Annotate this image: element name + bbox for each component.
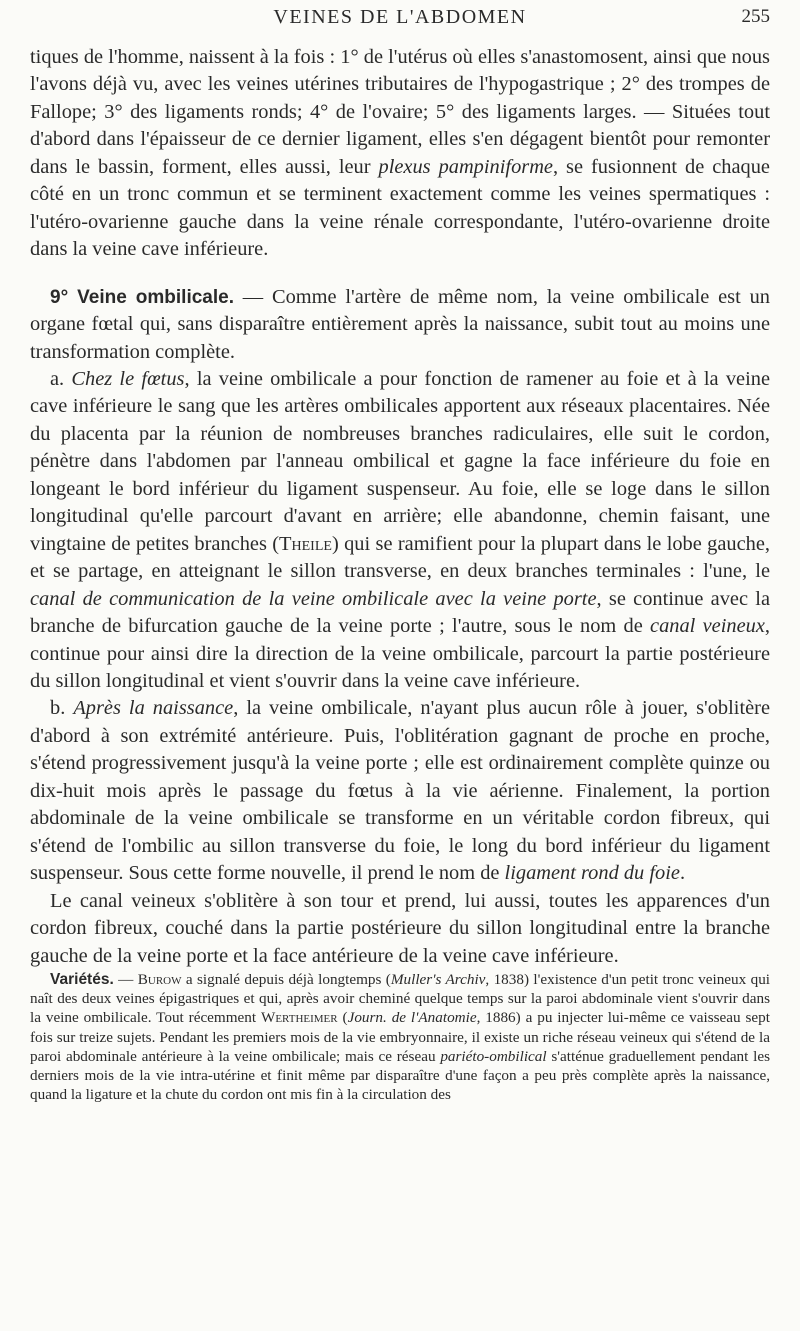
paragraph-canal-veineux (30, 888, 770, 970)
text-run: s'atténue graduellement pendant les derniers mois de la vie intra-utérine et finit même par disparaître d'une façon a peu près complète après la naissance, quand la ligature et la chute du cordon ont mis fin à la circulation des (30, 1047, 771, 1104)
author-name: Burow (137, 970, 182, 988)
running-title: VEINES DE L'ABDOMEN (273, 6, 527, 28)
text-run: tiques de l'homme, naissent à la fois : 1° de l'utérus où elles s'anastomosent, ainsi que nous l'avons déjà vu, avec les veines utérines tributaires de l'hypogastrique ; 2° des trompes de Fallope; 3° des ligaments ronds; 4° de l'ovaire; 5° des ligaments larges. — Situées tout d'abord dans l'épaisseur de ce dernier ligament, elles s'en dégagent bientôt pour remonter dans le bassin, forment, elles aussi, leur (30, 46, 770, 178)
page-number: 255 (741, 6, 770, 27)
text-run: , se continue avec la branche de bifurcation gauche de la veine porte ; l'autre, sous le nom de (30, 587, 770, 638)
italic-term: plexus pampiniforme (378, 155, 553, 178)
text-run: — Comme l'artère de même nom, la veine ombilicale est un organe fœtal qui, sans disparaître entièrement après la naissance, subit tout au moins une transformation complète. (30, 285, 770, 363)
text-run: b. (50, 697, 74, 720)
italic-term: Après la naissance (73, 697, 234, 720)
note-varietes (30, 970, 770, 1104)
paragraph-utero-ovarian-veins (30, 44, 770, 264)
text-run: , 1838) l'existence d'un petit tronc veineux qui naît des deux veines épigastriques et qui, après avoir cheminé quelque temps sur la paroi abdominale vient s'ouvrir dans la veine ombilicale. Tout récemment (30, 970, 771, 1027)
author-name: Theile (279, 532, 332, 555)
text-run: ) qui se ramifient pour la plupart dans le lobe gauche, et se partage, en atteignant le sillon transverse, en deux branches terminales : l'une, le (30, 532, 770, 583)
text-run: , se fusionnent de chaque côté en un tronc commun et se terminent exactement comme les veines spermatiques : l'utéro-ovarienne gauche dans la veine rénale correspondante, l'utéro-ovarienne droite dans la veine cave inférieure. (30, 155, 770, 261)
section-title: 9° Veine ombilicale. (50, 286, 234, 308)
italic-term: ligament rond du foie (504, 862, 680, 885)
text-run: , 1886) a pu injecter lui-même ce vaisseau sept fois sur treize sujets. Pendant les premiers mois de la vie embryonnaire, il existe un riche réseau veineux qui s'étend de la paroi abdominale antérieure à la veine ombilicale; mais ce réseau (30, 1009, 770, 1065)
note-title: Variétés. (50, 970, 114, 988)
page-header (0, 4, 800, 34)
text-run: . (679, 862, 686, 885)
text-run: — (113, 970, 138, 988)
journal-title: Journ. de l'Anatomie (347, 1009, 477, 1027)
italic-term: canal veineux (650, 615, 765, 638)
text-run: Le canal veineux s'oblitère à son tour et prend, lui aussi, toutes les apparences d'un cordon fibreux, couché dans la partie postérieure du sillon longitudinal entre la branche gauche de la veine porte et la face antérieure de la veine cave inférieure. (30, 889, 770, 967)
paragraph-umbilical-vein-intro (30, 284, 770, 366)
text-run: a. (50, 367, 72, 390)
italic-term: Chez le fœtus (71, 367, 185, 390)
page-body (30, 44, 770, 1104)
journal-title: Muller's Archiv (390, 970, 486, 988)
italic-term: pariéto-ombilical (440, 1047, 547, 1065)
paragraph-after-birth (30, 695, 770, 887)
text-run: ( (337, 1009, 348, 1027)
paragraph-fetus (30, 366, 770, 695)
text-run: a signalé depuis déjà longtemps ( (181, 970, 391, 988)
text-run: , la veine ombilicale, n'ayant plus aucun rôle à jouer, s'oblitère d'abord à son extrémité antérieure. Puis, l'oblitération gagnant de proche en proche, s'étend progressivement jusqu'à la veine porte ; elle est ordinairement complète quinze ou dix-huit mois après le passage du fœtus à la vie aérienne. Finalement, la portion abdominale de la veine ombilicale se transforme en un véritable cordon fibreux, qui s'étend de l'ombilic au sillon transverse du foie, le long du bord inférieur du ligament suspenseur. Sous cette forme nouvelle, il prend le nom de (30, 697, 771, 885)
author-name: Wertheimer (261, 1009, 338, 1027)
text-run: , continue pour ainsi dire la direction de la veine ombilicale, parcourt la partie postérieure du sillon longitudinal et vient s'ouvrir dans la veine cave inférieure. (30, 615, 770, 692)
text-run: , la veine ombilicale a pour fonction de ramener au foie et à la veine cave inférieure le sang que les artères ombilicales apportent aux réseaux placentaires. Née du placenta par la réunion de nombreuses branches radiculaires, elle suit le cordon, pénètre dans l'abdomen par l'anneau ombilical et gagne la face inférieure du foie en longeant le bord inférieur du ligament suspenseur. Au foie, elle se loge dans le sillon longitudinal qu'elle parcourt d'avant en arrière; elle abandonne, chemin faisant, une vingtaine de petites branches ( (30, 367, 770, 555)
italic-term: canal de communication de la veine ombilicale avec la veine porte (30, 587, 597, 610)
